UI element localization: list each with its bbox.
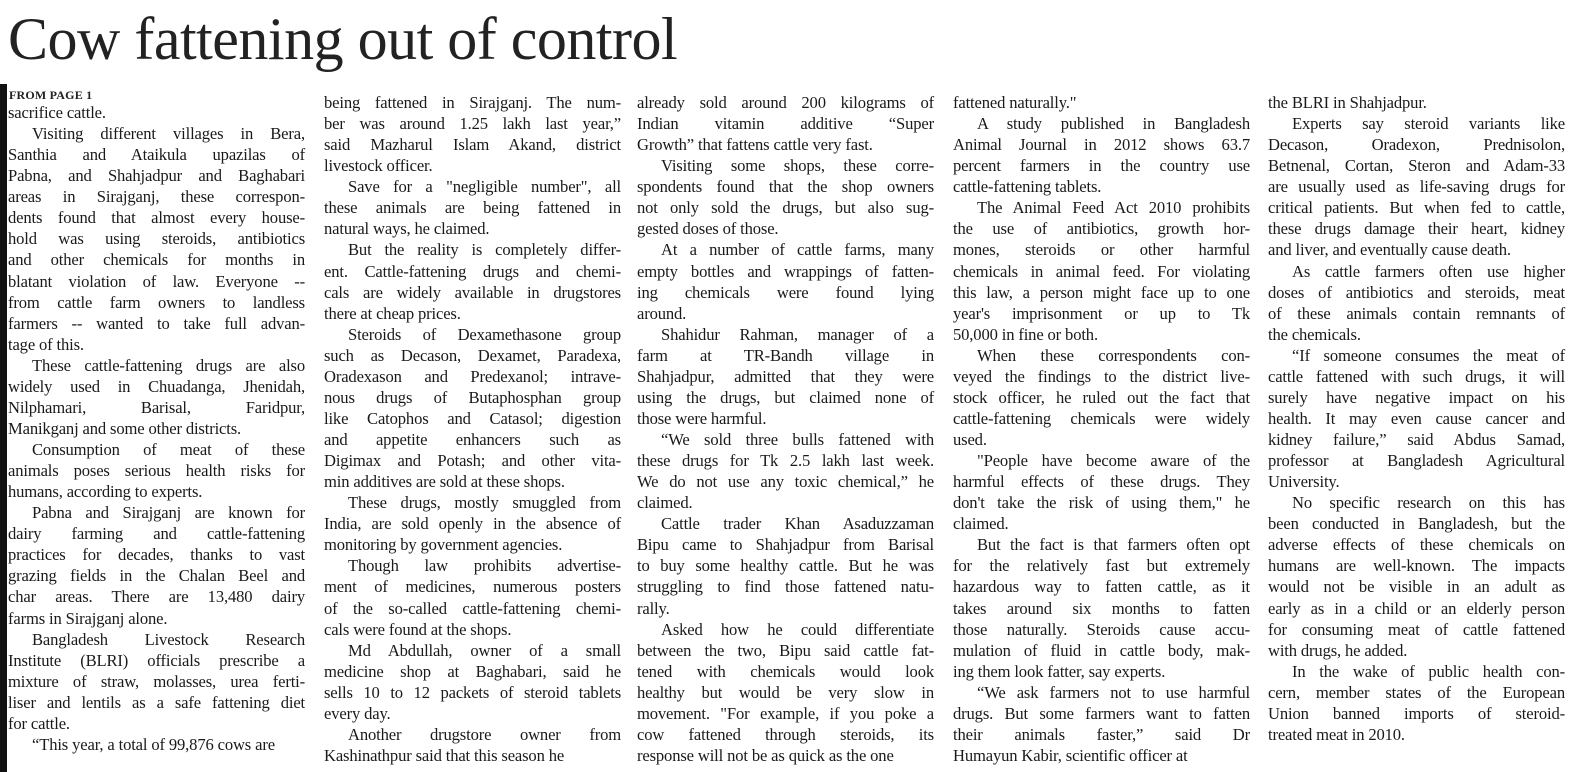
text-line: practices for decades, thanks to vast: [8, 545, 305, 565]
text-line: Oradexason and Predexanol; intrave-: [324, 366, 621, 386]
text-line: monitoring by government agencies.: [324, 535, 563, 555]
text-line: nous drugs of Butaphosphan group: [324, 387, 621, 407]
text-line: Pabna, and Shahjadpur and Baghabari: [8, 166, 305, 186]
text-line: struggling to find those fattened natu-: [637, 577, 934, 597]
text-line: Institute (BLRI) officials prescribe a: [8, 650, 305, 670]
text-line: cern, member states of the European: [1268, 682, 1565, 702]
text-line: harmful effects of these drugs. They: [953, 472, 1250, 492]
text-line: Pabna and Sirajganj are known for: [32, 503, 305, 523]
text-line: these drugs damage their heart, kidney: [1268, 219, 1565, 239]
paragraph: [8, 439, 305, 502]
text-line: using the drugs, but claimed none of: [637, 387, 934, 407]
paragraph: [8, 102, 305, 123]
text-line: rally.: [637, 598, 670, 618]
text-line: dairy farming and cattle-fattening: [8, 524, 305, 544]
paragraph: [637, 155, 934, 239]
text-line: Santhia and Ataikula upazilas of: [8, 145, 305, 165]
text-line: ment of medicines, numerous posters: [324, 577, 621, 597]
text-line: every day.: [324, 703, 391, 723]
text-line: Animal Journal in 2012 shows 63.7: [953, 135, 1250, 155]
text-line: ber was around 1.25 lakh last year,”: [324, 114, 621, 134]
text-line: sells 10 to 12 packets of steroid tablets: [324, 682, 621, 702]
text-line: chemicals in animal feed. For violating: [953, 261, 1250, 281]
text-line: Growth” that fattens cattle very fast.: [637, 135, 873, 155]
text-line: livestock officer.: [324, 156, 433, 176]
text-line: widely used in Chuadanga, Jhenidah,: [8, 376, 305, 396]
paragraph: [8, 629, 305, 734]
text-line: such as Decason, Dexamet, Paradexa,: [324, 345, 621, 365]
text-line: Digimax and Potash; and other vita-: [324, 451, 621, 471]
paragraph: [953, 92, 1250, 113]
text-line: Nilphamari, Barisal, Faridpur,: [8, 397, 305, 417]
text-line: the use of antibiotics, growth hor-: [953, 219, 1250, 239]
text-line: Visiting different villages in Bera,: [32, 124, 305, 144]
text-line: already sold around 200 kilograms of: [637, 93, 934, 112]
article-column-1: [8, 102, 305, 755]
text-line: for the relatively fast but extremely: [953, 556, 1250, 576]
text-line: treated meat in 2010.: [1268, 724, 1405, 744]
text-line: ing them look fatter, say experts.: [953, 661, 1166, 681]
text-line: early as in a child or an elderly person: [1268, 598, 1565, 618]
paragraph: [1268, 492, 1565, 661]
text-line: percent farmers in the country use: [953, 156, 1250, 176]
paragraph: [1268, 92, 1565, 113]
paragraph: [953, 113, 1250, 197]
text-line: and appetite enhancers such as: [324, 430, 621, 449]
text-line: University.: [1268, 472, 1340, 492]
text-line: doses of antibiotics and steroids, meat: [1268, 282, 1565, 302]
text-line: “We sold three bulls fattened with: [661, 430, 934, 449]
text-line: In the wake of public health con-: [1292, 661, 1565, 681]
text-line: health. It may even cause cancer and: [1268, 408, 1565, 428]
text-line: there at cheap prices.: [324, 303, 461, 323]
text-line: But the fact is that farmers often opt: [977, 535, 1250, 555]
text-line: sacrifice cattle.: [8, 103, 106, 122]
text-line: the BLRI in Shahjadpur.: [1268, 93, 1427, 112]
text-line: Md Abdullah, owner of a small: [348, 640, 621, 660]
text-line: "People have become aware of the: [977, 451, 1250, 471]
text-line: The Animal Feed Act 2010 prohibits: [977, 198, 1250, 218]
paragraph: [953, 345, 1250, 450]
text-line: ent. Cattle-fattening drugs and chemi-: [324, 261, 621, 281]
article-column-2: [324, 92, 621, 766]
text-line: India, are sold openly in the absence of: [324, 514, 621, 534]
text-line: Bipu came to Shahjadpur from Barisal: [637, 535, 934, 555]
text-line: min additives are sold at these shops.: [324, 472, 565, 492]
text-line: movement. "For example, if you poke a: [637, 703, 934, 723]
page-edge-bar: [0, 84, 7, 772]
text-line: humans, according to experts.: [8, 482, 203, 502]
text-line: kidney failure,” said Abdus Samad,: [1268, 430, 1565, 449]
text-line: spondents found that the shop owners: [637, 177, 934, 197]
text-line: used.: [953, 430, 987, 449]
text-line: “If someone consumes the meat of: [1292, 345, 1565, 365]
text-line: 50,000 in fine or both.: [953, 324, 1098, 344]
paragraph: [324, 492, 621, 555]
text-line: stock officer, he ruled out the fact that: [953, 387, 1250, 407]
text-line: As cattle farmers often use higher: [1292, 261, 1565, 281]
text-line: the chemicals.: [1268, 324, 1361, 344]
text-line: these drugs for Tk 2.5 lakh last week.: [637, 451, 934, 471]
text-line: claimed.: [953, 514, 1009, 534]
text-line: “This year, a total of 99,876 cows are: [32, 734, 275, 754]
text-line: Humayun Kabir, scientific officer at: [953, 745, 1188, 765]
text-line: those were harmful.: [637, 408, 767, 428]
text-line: empty bottles and wrappings of fatten-: [637, 261, 934, 281]
text-line: Kashinathpur said that this season he: [324, 745, 565, 765]
paragraph: [953, 450, 1250, 534]
text-line: this law, a person might face up to one: [953, 282, 1250, 302]
continuation-kicker: FROM PAGE 1: [9, 88, 93, 102]
text-line: Steroids of Dexamethasone group: [348, 324, 621, 344]
text-line: gested doses of those.: [637, 219, 779, 239]
text-line: fattened naturally.": [953, 93, 1077, 112]
text-line: cow fattened through steroids, its: [637, 724, 934, 744]
paragraph: [8, 734, 305, 755]
paragraph: [637, 619, 934, 766]
text-line: are usually used as life-saving drugs for: [1268, 177, 1565, 197]
text-line: been conducted in Bangladesh, but the: [1268, 514, 1565, 534]
paragraph: [8, 355, 305, 439]
text-line: response will not be as quick as the one: [637, 745, 894, 765]
text-line: Shahidur Rahman, manager of a: [661, 324, 934, 344]
text-line: takes around six months to fatten: [953, 598, 1250, 618]
text-line: natural ways, he claimed.: [324, 219, 490, 239]
text-line: those naturally. Steroids cause accu-: [953, 619, 1250, 639]
paragraph: [1268, 261, 1565, 345]
text-line: Betnenal, Cortan, Steron and Adam-33: [1268, 156, 1565, 176]
text-line: A study published in Bangladesh: [977, 114, 1250, 134]
paragraph: [637, 324, 934, 429]
text-line: don't take the risk of using them," he: [953, 493, 1250, 513]
text-line: Consumption of meat of these: [32, 440, 305, 459]
text-line: said Mazharul Islam Akand, district: [324, 135, 621, 155]
text-line: Visiting some shops, these corre-: [661, 156, 934, 176]
text-line: from cattle farm owners to landless: [8, 292, 305, 312]
text-line: farmers -- wanted to take full advan-: [8, 313, 305, 333]
text-line: hold was using steroids, antibiotics: [8, 229, 305, 249]
text-line: animals poses serious health risks for: [8, 461, 305, 481]
text-line: “We ask farmers not to use harmful: [977, 682, 1250, 702]
text-line: farms in Sirajganj alone.: [8, 608, 168, 628]
text-line: dents found that almost every house-: [8, 208, 305, 228]
paragraph: [953, 534, 1250, 681]
text-line: and other chemicals for months in: [8, 250, 305, 270]
text-line: cals were found at the shops.: [324, 619, 512, 639]
paragraph: [637, 429, 934, 513]
text-line: grazing fields in the Chalan Beel and: [8, 566, 305, 586]
text-line: being fattened in Sirajganj. The num-: [324, 93, 621, 112]
text-line: cattle fattened with such drugs, it will: [1268, 366, 1565, 386]
paragraph: [324, 176, 621, 239]
paragraph: [953, 197, 1250, 344]
text-line: and liver, and eventually cause death.: [1268, 240, 1511, 260]
paragraph: [1268, 345, 1565, 492]
text-line: Experts say steroid variants like: [1292, 114, 1565, 134]
text-line: areas in Sirajganj, these correspon-: [8, 187, 305, 207]
text-line: mixture of straw, molasses, urea ferti-: [8, 671, 305, 691]
text-line: hazardous way to fatten cattle, as it: [953, 577, 1250, 597]
text-line: surely have negative impact on his: [1268, 387, 1565, 407]
paragraph: [324, 555, 621, 639]
text-line: professor at Bangladesh Agricultural: [1268, 451, 1565, 471]
text-line: veyed the findings to the district live-: [953, 366, 1250, 386]
text-line: these animals are being fattened in: [324, 198, 621, 218]
text-line: medicine shop at Baghabari, said he: [324, 661, 621, 681]
article-column-3: [637, 92, 934, 766]
text-line: tage of this.: [8, 334, 84, 354]
text-line: When these correspondents con-: [977, 345, 1250, 365]
text-line: would not be visible in an adult as: [1268, 577, 1565, 597]
text-line: like Catophos and Catasol; digestion: [324, 408, 621, 428]
text-line: At a number of cattle farms, many: [661, 240, 934, 260]
text-line: Though law prohibits advertise-: [348, 556, 621, 576]
text-line: of these animals contain remnants of: [1268, 303, 1565, 323]
text-line: farm at TR-Bandh village in: [637, 345, 934, 365]
paragraph: [8, 123, 305, 355]
paragraph: [637, 92, 934, 155]
text-line: humans are well-known. The impacts: [1268, 556, 1565, 576]
text-line: These cattle-fattening drugs are also: [32, 355, 305, 375]
text-line: ing chemicals were found lying: [637, 282, 934, 302]
text-line: Union banned imports of steroid-: [1268, 703, 1565, 723]
paragraph: [324, 239, 621, 323]
text-line: No specific research on this has: [1292, 493, 1565, 513]
text-line: between the two, Bipu said cattle fat-: [637, 640, 934, 660]
text-line: Save for a "negligible number", all: [348, 177, 621, 197]
text-line: char areas. There are 13,480 dairy: [8, 587, 305, 607]
paragraph: [324, 92, 621, 176]
text-line: We do not use any toxic chemical,” he: [637, 472, 934, 492]
text-line: These drugs, mostly smuggled from: [348, 493, 621, 513]
paragraph: [8, 502, 305, 628]
text-line: Asked how he could differentiate: [661, 619, 934, 639]
text-line: mones, steroids or other harmful: [953, 240, 1250, 260]
paragraph: [637, 513, 934, 618]
text-line: Indian vitamin additive “Super: [637, 114, 934, 134]
text-line: adverse effects of these chemicals on: [1268, 535, 1565, 555]
text-line: critical patients. But when fed to cattle,: [1268, 198, 1565, 218]
text-line: claimed.: [637, 493, 693, 513]
article-column-4: [953, 92, 1250, 766]
text-line: Another drugstore owner from: [348, 724, 621, 744]
paragraph: [324, 724, 621, 766]
paragraph: [1268, 113, 1565, 260]
text-line: liser and lentils as a safe fattening diet: [8, 692, 305, 712]
headline: Cow fattening out of control: [8, 6, 678, 72]
text-line: cals are widely available in drugstores: [324, 282, 621, 302]
text-line: with drugs, he added.: [1268, 640, 1408, 660]
text-line: cattle-fattening chemicals were widely: [953, 408, 1250, 428]
text-line: Bangladesh Livestock Research: [32, 629, 305, 649]
text-line: their animals faster,” said Dr: [953, 724, 1250, 744]
paragraph: [637, 239, 934, 323]
text-line: of the so-called cattle-fattening chemi-: [324, 598, 621, 618]
text-line: cattle-fattening tablets.: [953, 177, 1102, 197]
paragraph: [324, 324, 621, 493]
paragraph: [1268, 661, 1565, 745]
text-line: not only sold the drugs, but also sug-: [637, 198, 934, 218]
paragraph: [953, 682, 1250, 766]
text-line: Cattle trader Khan Asaduzzaman: [661, 514, 934, 534]
text-line: for consuming meat of cattle fattened: [1268, 619, 1565, 639]
text-line: Decason, Oradexon, Prednisolon,: [1268, 135, 1565, 155]
text-line: around.: [637, 303, 687, 323]
text-line: mulation of fluid in cattle body, mak-: [953, 640, 1250, 660]
text-line: to buy some healthy cattle. But he was: [637, 556, 934, 576]
article-column-5: [1268, 92, 1565, 745]
text-line: Shahjadpur, admitted that they were: [637, 366, 934, 386]
text-line: year's imprisonment or up to Tk: [953, 303, 1250, 323]
text-line: for cattle.: [8, 713, 70, 733]
paragraph: [324, 640, 621, 724]
text-line: tened with chemicals would look: [637, 661, 934, 681]
text-line: drugs. But some farmers want to fatten: [953, 703, 1250, 723]
text-line: blatant violation of law. Everyone --: [8, 271, 305, 291]
text-line: Manikganj and some other districts.: [8, 418, 242, 438]
text-line: But the reality is completely differ-: [348, 240, 621, 260]
text-line: healthy but would be very slow in: [637, 682, 934, 702]
